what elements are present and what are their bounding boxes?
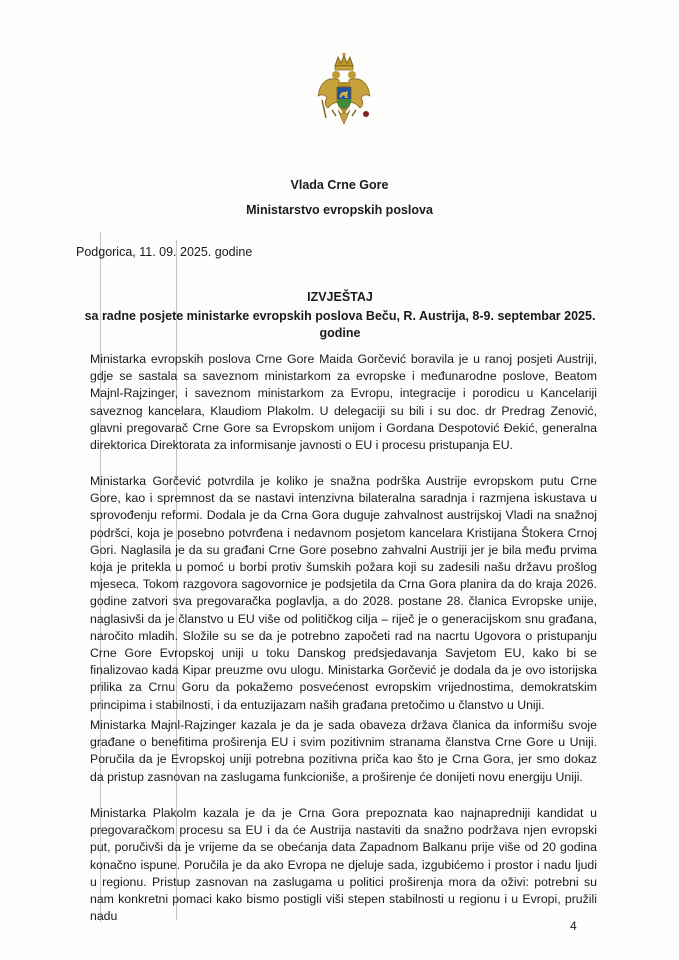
scan-artifact-line — [100, 232, 101, 922]
scan-artifact-line — [176, 240, 177, 920]
paragraph-4: Ministarka Plakolm kazala je da je Crna Gora prepoznata kao najnapredniji kandidat u pregovaračkom procesu sa EU i da će Austrija nastaviti da snažno podržava njen evropski put, poručivši da je vrijeme da se obećanja data Zapadnom Balkanu prije više od 20 godina konačno ispune. Poručila je da ako Evropa ne djeluje sada, izgubićemo i prostor i nadu ljudi u regionu. Pristup zasnovan na zaslugama u politici proširenja mora da oživi: potrebni su nam konkretni pomaci kako bismo postigli viši stepen stabilnosti u regionu i u Evropi, pružili nadu — [90, 806, 597, 924]
page-number: 4 — [570, 919, 577, 933]
government-name: Vlada Crne Gore — [290, 178, 389, 192]
report-subtitle: sa radne posjete ministarke evropskih poslova Beču, R. Austrija, 8-9. septembar 2025. godine — [84, 309, 596, 340]
report-title: IZVJEŠTAJ — [307, 290, 373, 304]
paragraph-1: Ministarka evropskih poslova Crne Gore Maida Gorčević boravila je u ranoj posjeti Austriji, gdje se sastala sa saveznom ministarkom za evropske i međunarodne poslove, Beatom Majnl-Rajzinger, i saveznom ministarkom za Evropu, integracije i porodicu u Kancelariji saveznog kancelara, Klaudiom Plakolm. U delegaciji su bili i su doc. dr Predrag Zenović, glavni pregovarač Crne Gore sa Evropskom unijom i Gordana Despotović Đekić, generalna direktorica Direktorata za informisanje javnosti o EU i procesu pristupanja EU. — [90, 352, 597, 453]
ministry-name: Ministarstvo evropskih poslova — [246, 203, 433, 217]
paragraph-3: Ministarka Majnl-Rajzinger kazala je da je sada obaveza država članica da informišu svoje građane o benefitima proširenja EU i svim pozitivnim stranama članstva Crne Gore u Uniji. Poručila da je Evropskoj uniji potrebna pozitivna priča kao što je Crna Gora, jer smo dokaz da pristup zasnovan na zaslugama funkcioniše, a proširenje će donijeti novu energiju Uniji. — [90, 718, 597, 784]
place-date: Podgorica, 11. 09. 2025. godine — [76, 245, 253, 259]
paragraph-2: Ministarka Gorčević potvrdila je koliko je snažna podrška Austrije evropskom putu Crne Gore, kao i spremnost da se nastavi intenzivna bilateralna saradnja i razmjena iskustava u sprovođenju reformi. Dodala je da Crna Gora duguje zahvalnost austrijskoj Vladi na snažnoj podršci, koja je posebno potvrđena i nedavnom posjetom kancelara Kristijana Štokera Crnoj Gori. Naglasila je da su građani Crne Gore posebno zahvalni Austriji jer je bila među prvima koja je pritekla u pomoć u borbi protiv šumskih požara koji su zadesili našu državu prošlog mjeseca. Tokom razgovora sagovornice je podsjetila da Crna Gora planira da do kraja 2026. godine zatvori sva pregovaračka poglavlja, a do 2028. postane 28. članica Evropske unije, naglasivši da je članstvo u EU više od političkog cilja – riječ je o generacijskom snu građana, naročito mladih. Složile su se da je potrebno započeti rad na nacrtu Ugovora o pristupanju Crne Gore Evropskoj uniji u toku Danskog predsjedavanja Savjetom EU, kako bi se finalizovao kada Kipar preuzme ovu ulogu. Ministarka Gorčević je dodala da je ovo istorijska prilika za Crnu Goru da pokažemo posvećenost evropskim vrijednostima, demokratskim principima i stabilnosti, i da entuzijazam naših građana pretočimo u članstvo u Uniji. — [90, 474, 597, 712]
coat-of-arms-icon — [316, 52, 372, 134]
